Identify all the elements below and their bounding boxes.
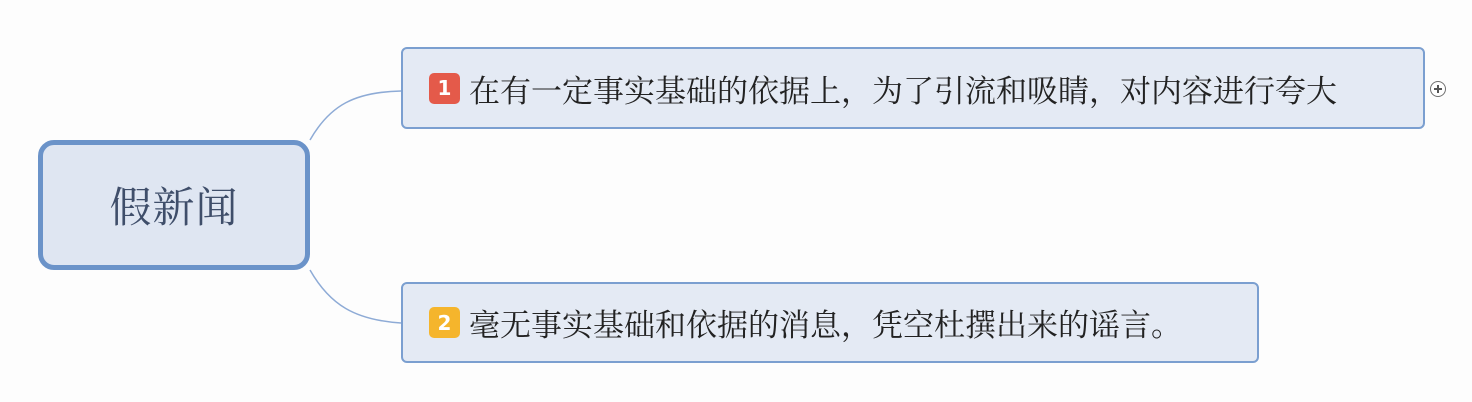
- circled-plus-icon[interactable]: [1430, 81, 1446, 97]
- central-topic-node[interactable]: [38, 140, 310, 270]
- central-topic-label: 假新闻: [109, 183, 239, 232]
- branch-topic-2[interactable]: [401, 282, 1259, 363]
- priority-1-badge-icon: 1: [429, 73, 460, 104]
- branch-topic-1-label: 在有一定事实基础的依据上，为了引流和吸睛，对内容进行夸大: [469, 73, 1337, 110]
- connector-branch-1: [310, 91, 401, 140]
- connector-branch-2: [310, 270, 401, 323]
- priority-2-badge-icon: 2: [429, 307, 460, 338]
- branch-topic-1[interactable]: [401, 47, 1425, 129]
- branch-topic-2-label: 毫无事实基础和依据的消息，凭空杜撰出来的谣言。: [469, 308, 1182, 344]
